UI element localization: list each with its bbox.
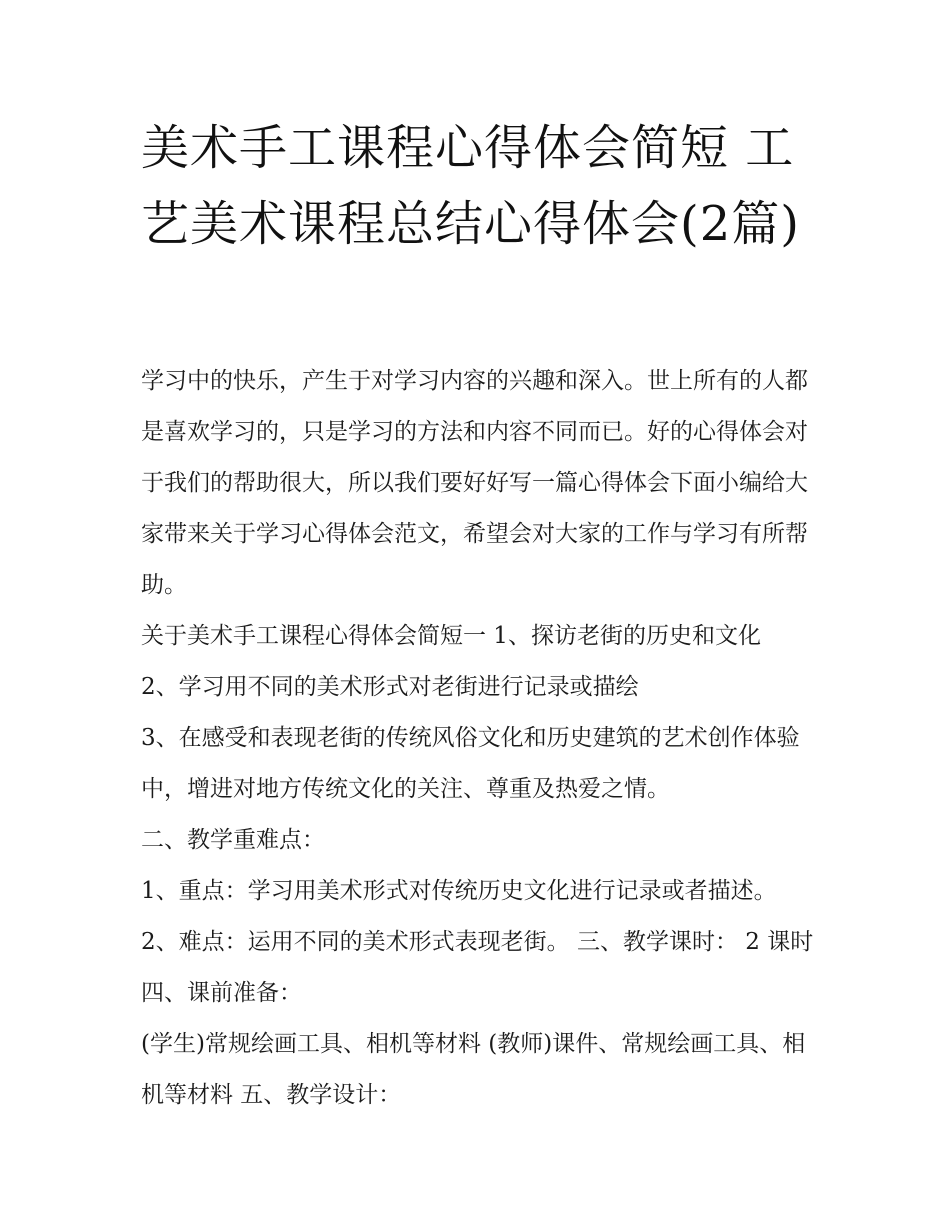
key-points-paragraph: 1、重点：学习用美术形式对传统历史文化进行记录或者描述。 2、难点：运用不同的美术形式表现老街。 三、教学课时： 2 课时 四、课前准备： xyxy=(141,878,814,1006)
objective-1-paragraph: 关于美术手工课程心得体会简短一 1、探访老街的历史和文化 xyxy=(141,623,761,649)
objective-2-paragraph: 2、学习用不同的美术形式对老街进行记录或描绘 xyxy=(141,674,639,700)
intro-paragraph: 学习中的快乐，产生于对学习内容的兴趣和深入。世上所有的人都是喜欢学习的，只是学习的方法和内容不同而已。好的心得体会对于我们的帮助很大，所以我们要好好写一篇心得体会下面小编给大家带来关于学习心得体会范文，希望会对大家的工作与学习有所帮助。 xyxy=(141,368,808,598)
document-title: 美术手工课程心得体会简短 工艺美术课程总结心得体会(2篇) xyxy=(141,120,800,252)
section-heading-difficulties: 二、教学重难点： xyxy=(141,827,325,853)
materials-paragraph: (学生)常规绘画工具、相机等材料 (教师)课件、常规绘画工具、相机等材料 五、教学设计： xyxy=(141,1031,806,1108)
document-body xyxy=(141,356,821,1121)
objective-3-paragraph: 3、在感受和表现老街的传统风俗文化和历史建筑的艺术创作体验中，增进对地方传统文化的关注、尊重及热爱之情。 xyxy=(141,725,800,802)
